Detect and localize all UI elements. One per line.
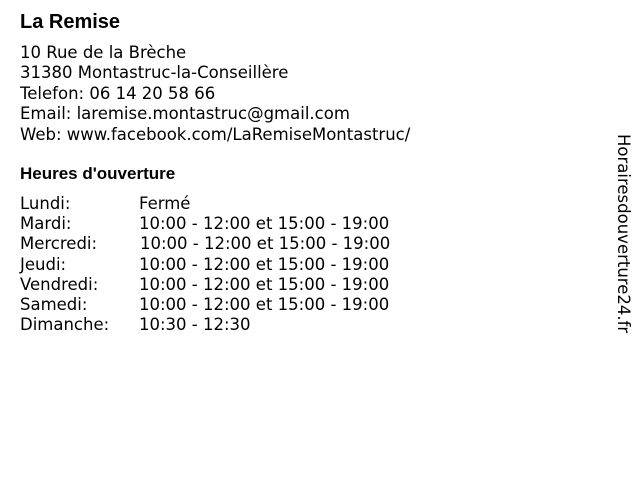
phone-line: Telefon: 06 14 20 58 66 [20, 83, 216, 103]
email-line: Email: laremise.montastruc@gmail.com [20, 104, 350, 124]
day-label: Lundi: [20, 194, 71, 213]
time-value: 10:00 - 12:00 et 15:00 - 19:00 [139, 274, 390, 294]
day-label: Jeudi: [20, 254, 67, 274]
web-line: Web: www.facebook.com/LaRemiseMontastruc/ [20, 124, 411, 144]
time-value: Fermé [139, 194, 191, 213]
business-name: La Remise [20, 11, 121, 33]
day-label: Dimanche: [20, 315, 110, 335]
day-label: Mardi: [20, 214, 72, 234]
time-value: 10:30 - 12:30 [139, 315, 251, 335]
time-value: 10:00 - 12:00 et 15:00 - 19:00 [139, 214, 390, 234]
business-info [20, 43, 410, 145]
day-label: Vendredi: [20, 274, 99, 294]
address-line-1: 10 Rue de la Brèche [20, 43, 187, 62]
day-label: Samedi: [20, 294, 88, 314]
day-label: Mercredi: [20, 234, 98, 254]
time-value: 10:00 - 12:00 et 15:00 - 19:00 [140, 234, 391, 254]
time-value: 10:00 - 12:00 et 15:00 - 19:00 [139, 294, 390, 314]
site-watermark: Horairesdouverture24.fr [614, 134, 633, 334]
address-line-2: 31380 Montastruc-la-Conseillère [20, 63, 289, 83]
hours-heading: Heures d'ouverture [20, 164, 176, 183]
time-value: 10:00 - 12:00 et 15:00 - 19:00 [139, 254, 390, 274]
